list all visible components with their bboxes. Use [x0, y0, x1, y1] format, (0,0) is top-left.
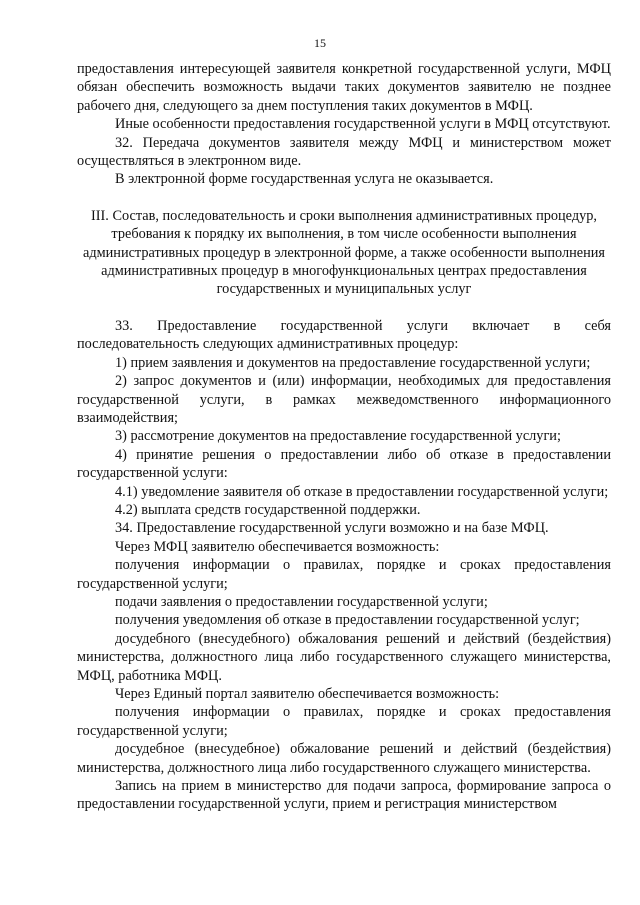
paragraphs-bottom [77, 317, 611, 814]
paragraph: 2) запрос документов и (или) информации, необходимых для предоставления государственной услуги, в рамках межведомственного информационного взаимодействия; [77, 373, 611, 426]
paragraph: В электронной форме государственная услуга не оказывается. [115, 171, 494, 188]
paragraph: 3) рассмотрение документов на предоставление государственной услуги; [115, 428, 561, 445]
paragraph: досудебного (внесудебного) обжалования решений и действий (бездействия) министерства, должностного лица либо государственного служащего министерства, МФЦ, работника МФЦ. [77, 630, 611, 684]
paragraph: 32. Передача документов заявителя между МФЦ и министерством может осуществляться в электронном виде. [77, 134, 611, 170]
paragraph: досудебное (внесудебное) обжалование решений и действий (бездействия) министерства, должностного лица либо государственного служащего министерства. [77, 741, 611, 776]
paragraph: подачи заявления о предоставлении государственной услуги; [115, 593, 488, 610]
paragraph: Через МФЦ заявителю обеспечивается возможность: [115, 538, 440, 555]
paragraph: 4.2) выплата средств государственной поддержки. [115, 501, 421, 518]
document-body [77, 60, 611, 814]
paragraph: получения уведомления об отказе в предоставлении государственной услуг; [115, 612, 580, 629]
paragraph: Через Единый портал заявителю обеспечивается возможность: [115, 686, 500, 702]
paragraph: получения информации о правилах, порядке и сроках предоставления государственной услуги; [77, 557, 611, 592]
paragraph: 4) принятие решения о предоставлении либо об отказе в предоставлении государственной услуги: [77, 446, 611, 482]
paragraph: 34. Предоставление государственной услуги возможно и на базе МФЦ. [115, 520, 549, 537]
paragraph: получения информации о правилах, порядке и сроках предоставления государственной услуги; [77, 704, 611, 739]
paragraph: предоставления интересующей заявителя конкретной государственной услуги, МФЦ обязан обеспечить возможность выдачи таких документов заявителю не позднее рабочего дня, следующего за днем поступления таких документов в МФЦ. [77, 61, 611, 114]
paragraphs-top [77, 60, 611, 189]
section-heading: III. Состав, последовательность и сроки выполнения административных процедур, требования к порядку их выполнения, в том числе особенности выполнения административных процедур в электронной форме, а также особенности выполнения административных процедур в многофункциональных центрах предоставления государственных и муниципальных услуг [82, 207, 606, 298]
paragraph: 1) прием заявления и документов на предоставление государственной услуги; [115, 354, 591, 371]
paragraph: 33. Предоставление государственной услуги включает в себя последовательность следующих административных процедур: [77, 317, 611, 353]
paragraph: 4.1) уведомление заявителя об отказе в предоставлении государственной услуги; [115, 483, 609, 500]
paragraph: Иные особенности предоставления государственной услуги в МФЦ отсутствуют. [115, 116, 611, 133]
paragraph: Запись на прием в министерство для подачи запроса, формирование запроса о предоставлении государственной услуги, прием и регистрация министерством [77, 778, 611, 813]
page-number: 15 [314, 36, 326, 50]
